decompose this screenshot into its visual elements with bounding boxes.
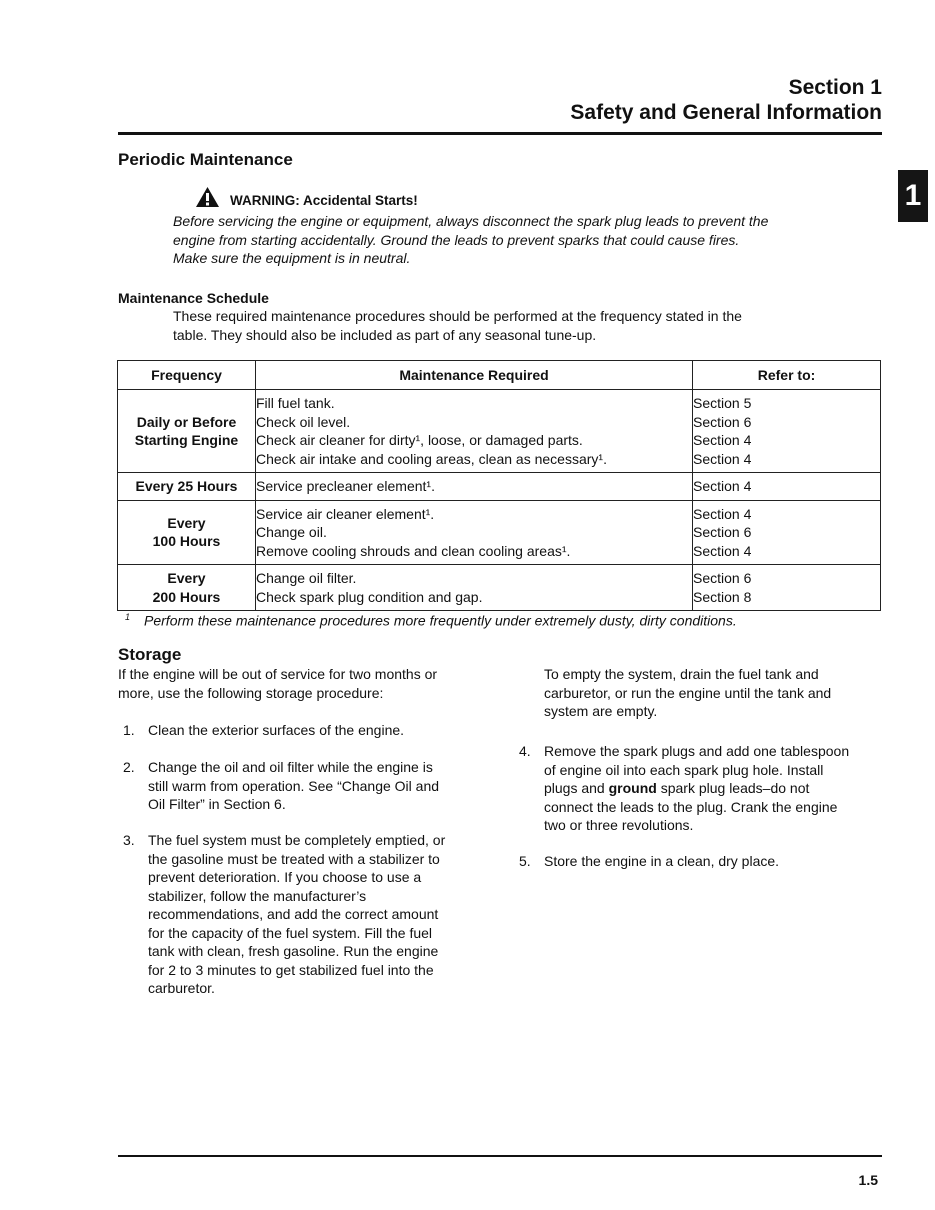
step-line: for the capacity of the fuel system. Fill the fuel	[148, 924, 433, 941]
task-line: Change oil.	[256, 524, 327, 540]
step-number: 5.	[519, 853, 531, 869]
step-line: of engine oil into each spark plug hole. Install	[544, 761, 824, 778]
table-footnote	[125, 612, 737, 629]
task-line: Check air cleaner for dirty¹, loose, or damaged parts.	[256, 432, 583, 448]
section-number: Section 1	[788, 76, 882, 99]
step-line: The fuel system must be completely emptied, or	[148, 832, 446, 848]
tasks-cell	[256, 390, 693, 473]
step-line: stabilizer, follow the manufacturer’s	[148, 887, 367, 904]
right-intro-line: carburetor, or run the engine until the tank and	[544, 684, 832, 701]
refer-cell	[693, 473, 881, 501]
storage-right-intro	[544, 665, 904, 721]
storage-heading: Storage	[118, 645, 182, 664]
warning-text	[173, 212, 853, 268]
right-intro-line: To empty the system, drain the fuel tank and	[544, 666, 819, 682]
task-line: Check spark plug condition and gap.	[256, 588, 483, 605]
step-line: prevent deterioration. If you choose to use a	[148, 869, 422, 885]
step-line: two or three revolutions.	[544, 817, 694, 833]
refer-line: Section 6	[693, 413, 752, 430]
step-line: plugs and ground spark plug leads–do not	[544, 780, 810, 796]
right-intro-line: system are empty.	[544, 703, 658, 719]
step-line: Oil Filter” in Section 6.	[148, 796, 286, 812]
storage-intro-line: If the engine will be out of service for two months or	[118, 666, 438, 682]
schedule-intro-line: These required maintenance procedures should be performed at the frequency stated in the	[173, 308, 742, 324]
refer-line: Section 4	[693, 505, 752, 522]
tasks-cell	[256, 473, 693, 501]
step-line: the gasoline must be treated with a stabilizer to	[148, 850, 440, 867]
footnote-mark: 1	[125, 612, 131, 622]
step-line: connect the leads to the plug. Crank the engine	[544, 798, 838, 815]
refer-line: Section 4	[693, 432, 752, 448]
storage-intro-line: more, use the following storage procedure:	[118, 684, 384, 701]
frequency-line: Every	[167, 570, 206, 586]
frequency-line: 100 Hours	[152, 533, 221, 550]
step-number: 3.	[123, 832, 135, 848]
warning-line: Before servicing the engine or equipment, always disconnect the spark plug leads to prevent the	[173, 213, 769, 229]
table-header-row	[118, 361, 881, 390]
task-line: Remove cooling shrouds and clean cooling areas¹.	[256, 542, 571, 559]
frequency-cell	[118, 565, 256, 611]
warning-line: Make sure the equipment is in neutral.	[173, 250, 411, 266]
task-line: Check air intake and cooling areas, clean as necessary¹.	[256, 450, 607, 467]
tasks-cell	[256, 565, 693, 611]
task-line: Service precleaner element¹.	[256, 478, 435, 494]
step-line: Change the oil and oil filter while the engine is	[148, 759, 433, 775]
step-line: tank with clean, fresh gasoline. Run the engine	[148, 943, 439, 959]
column-header-frequency: Frequency	[118, 361, 256, 390]
warning-line: engine from starting accidentally. Ground the leads to prevent sparks that could cause fires.	[173, 231, 740, 248]
frequency-cell	[118, 500, 256, 565]
table-row	[118, 473, 881, 501]
footer-divider	[118, 1155, 882, 1157]
step-line: for 2 to 3 minutes to get stabilized fuel into the	[148, 961, 434, 978]
task-line: Check oil level.	[256, 413, 351, 430]
refer-line: Section 4	[693, 450, 752, 467]
column-header-refer: Refer to:	[693, 361, 881, 390]
step-line: carburetor.	[148, 980, 215, 996]
table-row	[118, 565, 881, 611]
tasks-cell	[256, 500, 693, 565]
schedule-intro	[173, 307, 742, 344]
task-line: Change oil filter.	[256, 570, 357, 586]
maintenance-schedule-table	[117, 360, 881, 611]
storage-intro	[118, 665, 498, 702]
page-number: 1.5	[858, 1172, 878, 1188]
refer-cell	[693, 390, 881, 473]
step-line: Store the engine in a clean, dry place.	[544, 853, 780, 869]
column-header-maintenance: Maintenance Required	[256, 361, 693, 390]
step-line: still warm from operation. See “Change Oil and	[148, 777, 440, 794]
step-line: Remove the spark plugs and add one tablespoon	[544, 743, 850, 759]
periodic-maintenance-heading: Periodic Maintenance	[118, 150, 293, 169]
maintenance-schedule-heading: Maintenance Schedule	[118, 290, 269, 306]
refer-line: Section 8	[693, 588, 752, 605]
frequency-line: Daily or Before	[136, 413, 237, 430]
frequency-line: Every 25 Hours	[135, 478, 238, 494]
task-line: Service air cleaner element¹.	[256, 505, 435, 522]
footnote-text: Perform these maintenance procedures more frequently under extremely dusty, dirty conditions.	[144, 612, 737, 629]
refer-line: Section 4	[693, 542, 752, 559]
table-row	[118, 500, 881, 565]
table-row	[118, 390, 881, 473]
step-number: 4.	[519, 743, 531, 759]
frequency-line: 200 Hours	[152, 588, 221, 605]
refer-line: Section 6	[693, 524, 752, 540]
frequency-line: Starting Engine	[134, 432, 239, 448]
task-line: Fill fuel tank.	[256, 395, 335, 411]
refer-cell	[693, 565, 881, 611]
frequency-cell	[118, 473, 256, 501]
step-line: Clean the exterior surfaces of the engine.	[148, 722, 405, 738]
schedule-intro-line: table. They should also be included as part of any seasonal tune-up.	[173, 326, 597, 343]
step-line: recommendations, and add the correct amount	[148, 906, 439, 922]
frequency-line: Every	[167, 514, 206, 531]
warning-triangle-icon	[195, 186, 220, 208]
refer-line: Section 4	[693, 478, 752, 494]
header-divider	[118, 132, 882, 135]
section-title: Safety and General Information	[570, 101, 882, 124]
step-number: 1.	[123, 722, 135, 738]
frequency-cell	[118, 390, 256, 473]
refer-cell	[693, 500, 881, 565]
refer-line: Section 6	[693, 570, 752, 586]
step-number: 2.	[123, 759, 135, 775]
refer-line: Section 5	[693, 395, 752, 411]
warning-title: WARNING: Accidental Starts!	[230, 193, 418, 208]
section-tab: 1	[898, 170, 928, 222]
